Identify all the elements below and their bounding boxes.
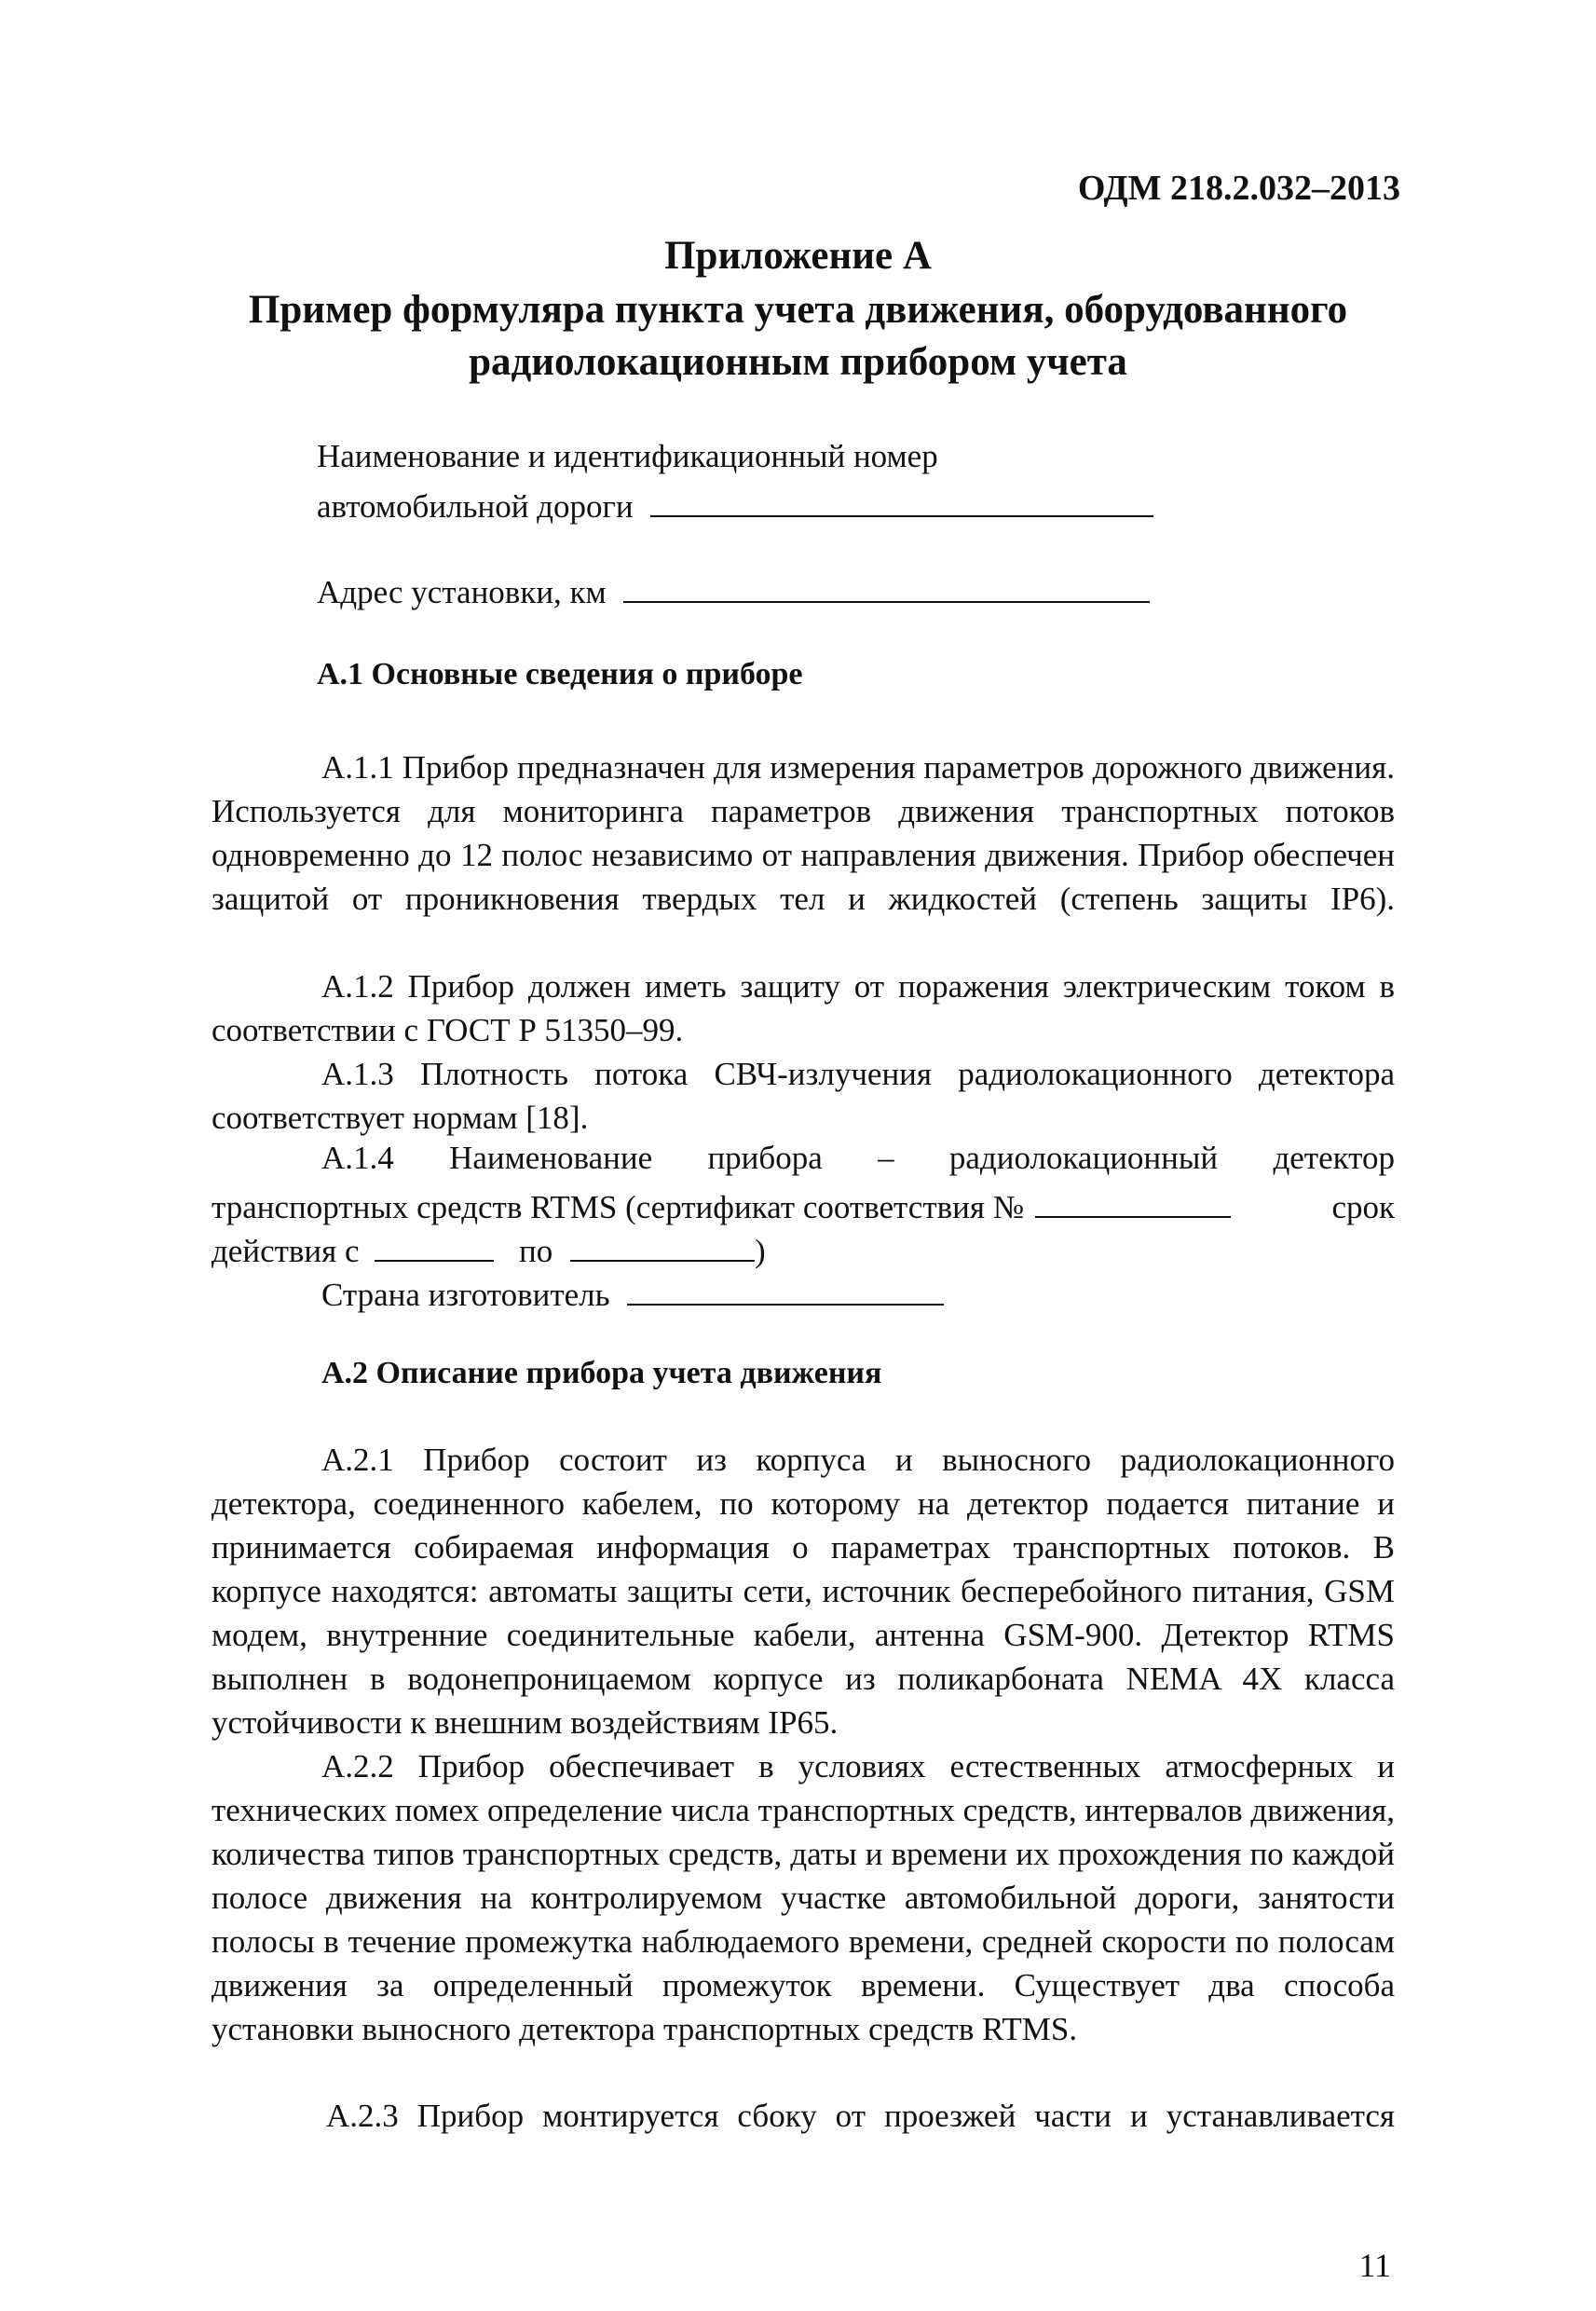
valid-to-text: по xyxy=(519,1233,553,1269)
address-label: Адрес установки, км xyxy=(317,574,607,610)
paragraph-a2-2: А.2.2 Прибор обеспечивает в условиях естественных атмосферных и технических помех определение числа транспортных средств, интервалов движения, количества типов транспортных средств, даты и времени их прохождения по каждой полосе движения на контролируемом участке автомобильной дороги, занятости полосы в течение промежутка наблюдаемого времени, средней скорости по полосам движения за определенный промежуток времени. Существует два способа установки выносного детектора транспортных средств RTMS. xyxy=(211,1748,1395,2047)
road-name-label-1: Наименование и идентификационный номер xyxy=(317,438,938,474)
manufacturer-country-field xyxy=(321,1271,944,1314)
paragraph-a1-3: А.1.3 Плотность потока СВЧ-излучения радиолокационного детектора соответствует нормам [18]. xyxy=(211,1056,1395,1136)
road-name-label-2: автомобильной дороги xyxy=(317,488,634,525)
appendix-subtitle-line1: Пример формуляра пункта учета движения, оборудованного xyxy=(248,288,1348,332)
address-field xyxy=(317,568,1150,611)
section-a1-heading: А.1 Основные сведения о приборе xyxy=(317,657,803,691)
page-number: 11 xyxy=(1358,2247,1391,2284)
paragraph-a1-4-line3 xyxy=(211,1227,766,1270)
certificate-text: транспортных средств RTMS (сертификат соответствия № xyxy=(211,1189,1025,1225)
paragraph-a1-1: А.1.1 Прибор предназначен для измерения параметров дорожного движения. Используется для мониторинга параметров движения транспортных потоков одновременно до 12 полос независимо от направления движения. Прибор обеспечен защитой от проникновения твердых тел и жидкостей (степень защиты IP6). xyxy=(211,749,1395,917)
paragraph-a1-4-line2 xyxy=(211,1183,1395,1226)
appendix-subtitle-line2: радиолокационным прибором учета xyxy=(469,340,1127,384)
closing-bracket: ) xyxy=(755,1233,766,1269)
manufacturer-country-label: Страна изготовитель xyxy=(321,1277,610,1313)
appendix-title: Приложение А xyxy=(664,234,932,278)
valid-from-text: действия с xyxy=(211,1233,360,1269)
certificate-number-blank[interactable] xyxy=(1035,1183,1231,1218)
road-name-field xyxy=(317,483,1153,526)
paragraph-a2-3: А.2.3 Прибор монтируется сбоку от проезжей части и устанавливается xyxy=(326,2098,1395,2134)
address-blank[interactable] xyxy=(623,568,1150,603)
paragraph-a1-4-line1: А.1.4 Наименование прибора – радиолокационный детектор xyxy=(321,1140,1395,1176)
valid-from-blank[interactable] xyxy=(375,1227,494,1262)
road-name-blank[interactable] xyxy=(650,483,1153,517)
valid-to-blank[interactable] xyxy=(570,1227,755,1262)
section-a2-heading: А.2 Описание прибора учета движения xyxy=(321,1356,882,1390)
paragraph-a2-1: А.2.1 Прибор состоит из корпуса и выносного радиолокационного детектора, соединенного кабелем, по которому на детектор подается питание и принимается собираемая информация о параметрах транспортных потоков. В корпусе находятся: автоматы защиты сети, источник бесперебойного питания, GSM модем, внутренние соединительные кабели, антенна GSM-900. Детектор RTMS выполнен в водонепроницаемом корпусе из поликарбоната NEMA 4X класса устойчивости к внешним воздействиям IP65. xyxy=(211,1442,1395,1741)
document-code: ОДМ 218.2.032–2013 xyxy=(1077,169,1400,208)
validity-text: срок xyxy=(1331,1189,1395,1225)
paragraph-a1-2: А.1.2 Прибор должен иметь защиту от поражения электрическим током в соответствии с ГОСТ Р 51350–99. xyxy=(211,968,1395,1048)
manufacturer-country-blank[interactable] xyxy=(627,1271,944,1306)
